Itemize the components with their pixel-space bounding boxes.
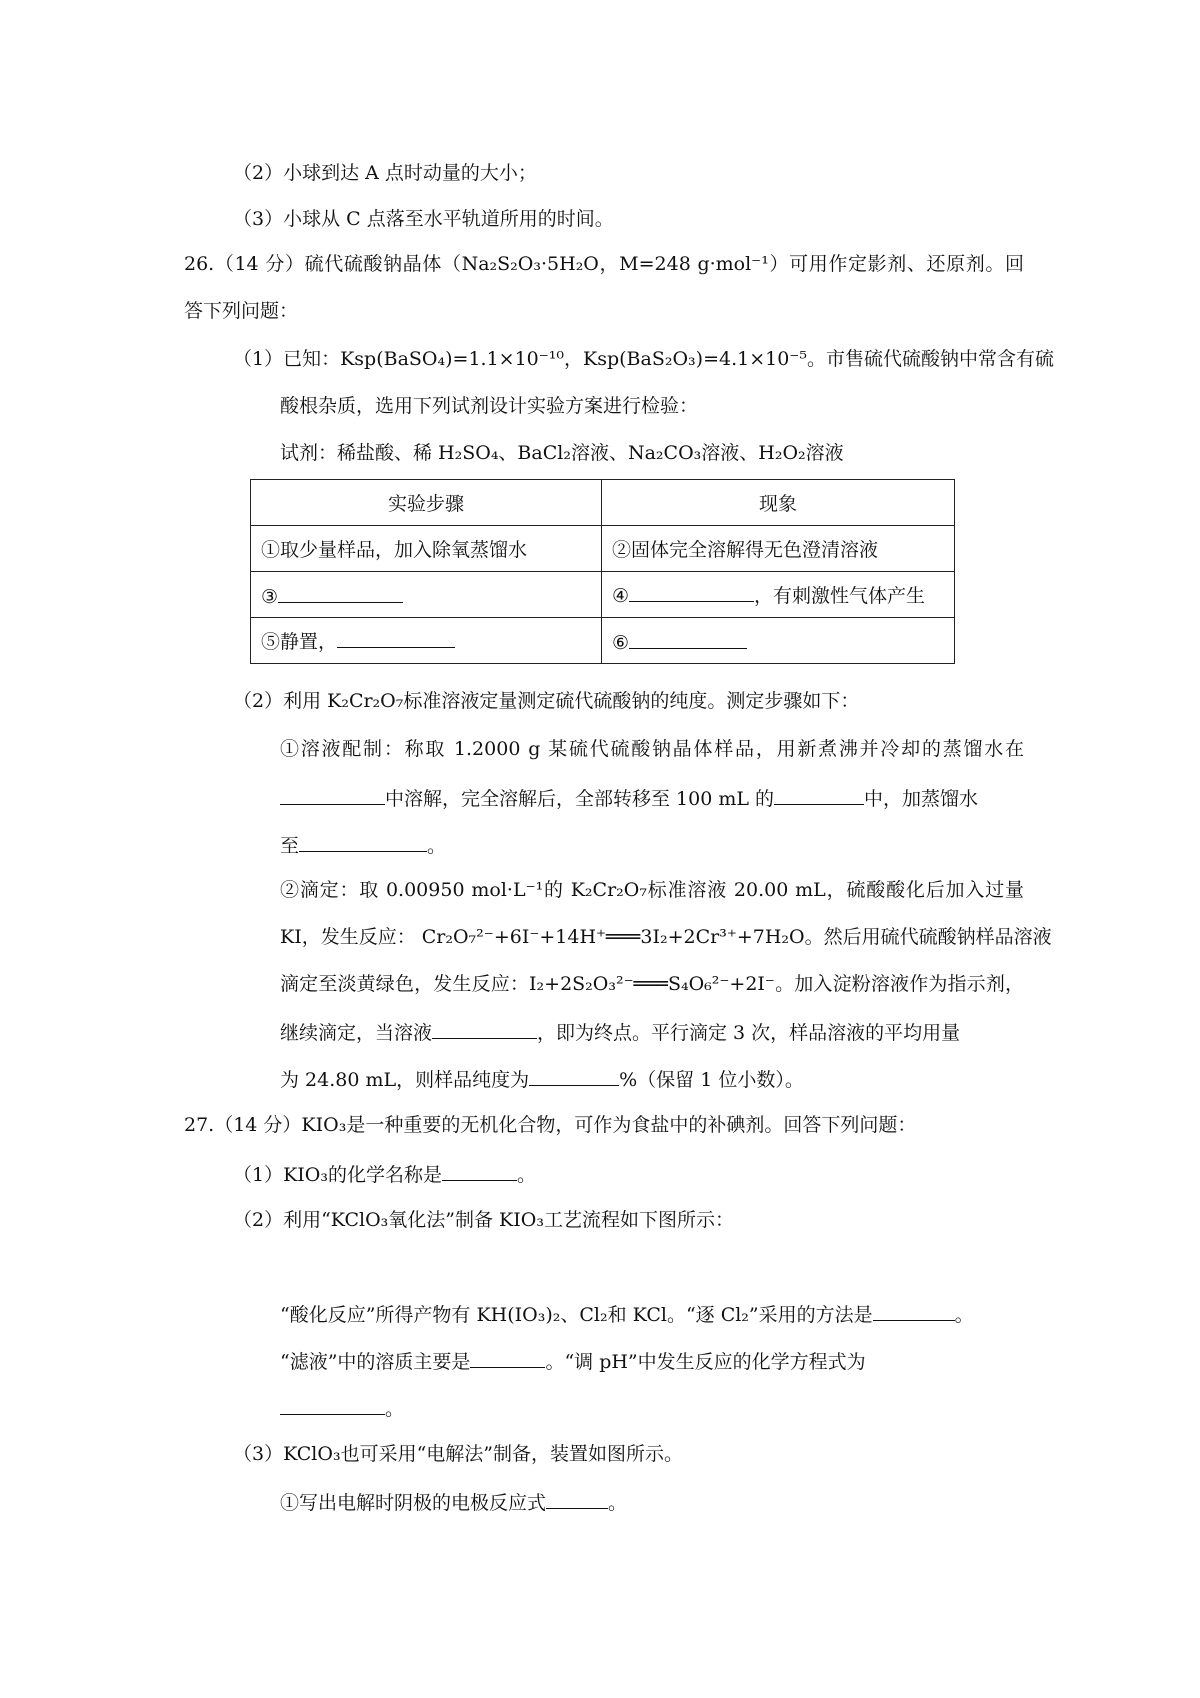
table-cell: ①取少量样品，加入除氧蒸馏水 bbox=[251, 526, 602, 572]
q25-part3: （3）小球从 C 点落至水平轨道所用的时间。 bbox=[233, 208, 614, 230]
experiment-table bbox=[250, 479, 955, 664]
q27-p2-l1-text-a: “酸化反应”所得产物有 KH(IO₃)₂、Cl₂和 KCl。“逐 Cl₂”采用的方法是 bbox=[280, 1304, 873, 1326]
q26-part2-step2-line2: KI，发生反应： Cr₂O₇²⁻+6I⁻+14H⁺═══3I₂+2Cr³⁺+7H₂O。然后用硫代硫酸钠样品溶液 bbox=[280, 926, 1052, 948]
q27-p3-s1-text-a: ①写出电解时阴极的电极反应式 bbox=[280, 1492, 547, 1514]
table-cell bbox=[602, 618, 955, 664]
table-cell: ②固体完全溶解得无色澄清溶液 bbox=[602, 526, 955, 572]
q26-s2-l4-text-a: 继续滴定，当溶液 bbox=[280, 1022, 433, 1044]
q26-part2-step2-line3: 滴定至淡黄绿色，发生反应：I₂+2S₂O₃²⁻═══S₄O₆²⁻+2I⁻。加入淀粉溶液作为指示剂， bbox=[280, 973, 1024, 995]
q27-part2-line2 bbox=[280, 1347, 866, 1375]
q26-part2-step1-line1: ①溶液配制：称取 1.2000 g 某硫代硫酸钠晶体样品，用新煮沸并冷却的蒸馏水在 bbox=[280, 738, 1024, 760]
q27-part1 bbox=[233, 1160, 536, 1188]
q26-s2-l4-text-b: ，即为终点。平行滴定 3 次，样品溶液的平均用量 bbox=[537, 1022, 961, 1044]
table-cell-suffix: ，有刺激性气体产生 bbox=[754, 585, 926, 607]
q26-part2-step2-line5 bbox=[280, 1065, 804, 1093]
q27-p2-l2-text-a: “滤液”中的溶质主要是 bbox=[280, 1351, 471, 1373]
q26-s1-l3-text-a: 至 bbox=[280, 835, 300, 857]
answer-blank[interactable] bbox=[470, 1347, 545, 1368]
answer-blank[interactable] bbox=[774, 784, 864, 805]
answer-blank[interactable] bbox=[442, 1160, 517, 1181]
q26-s1-l3-text-b: 。 bbox=[427, 835, 447, 857]
table-row bbox=[251, 572, 955, 618]
table-row bbox=[251, 618, 955, 664]
q26-part2-line1: （2）利用 K₂Cr₂O₇标准溶液定量测定硫代硫酸钠的纯度。测定步骤如下： bbox=[233, 690, 860, 712]
q27-p1-text-a: （1）KIO₃的化学名称是 bbox=[233, 1164, 442, 1186]
q26-s2-l5-text-a: 为 24.80 mL，则样品纯度为 bbox=[280, 1069, 530, 1091]
answer-blank[interactable] bbox=[629, 628, 747, 649]
q26-stem-line1: 26.（14 分）硫代硫酸钠晶体（Na₂S₂O₃·5H₂O，M=248 g·mol⁻¹）可用作定影剂、还原剂。回 bbox=[184, 253, 1024, 275]
answer-blank[interactable] bbox=[629, 581, 754, 602]
q26-s2-l5-text-b: %（保留 1 位小数）。 bbox=[619, 1069, 804, 1091]
table-cell bbox=[251, 618, 602, 664]
answer-blank[interactable] bbox=[299, 831, 427, 852]
q25-part2: （2）小球到达 A 点时动量的大小； bbox=[233, 162, 537, 184]
q27-part2: （2）利用“KClO₃氧化法”制备 KIO₃工艺流程如下图所示： bbox=[233, 1209, 734, 1231]
table-header-phenomenon: 现象 bbox=[602, 480, 955, 526]
table-cell bbox=[602, 572, 955, 618]
q27-p2-l1-text-b: 。 bbox=[954, 1304, 974, 1326]
answer-blank[interactable] bbox=[546, 1488, 608, 1509]
table-cell-text: ④ bbox=[612, 585, 630, 607]
answer-blank[interactable] bbox=[432, 1018, 537, 1039]
q27-part2-line3 bbox=[280, 1394, 404, 1422]
q27-part3: （3）KClO₃也可采用“电解法”制备，装置如图所示。 bbox=[233, 1443, 684, 1465]
table-row bbox=[251, 526, 955, 572]
answer-blank[interactable] bbox=[278, 582, 403, 603]
q26-part2-step1-line3 bbox=[280, 831, 446, 859]
answer-blank[interactable] bbox=[337, 627, 455, 648]
q27-p3-s1-text-b: 。 bbox=[608, 1492, 628, 1514]
table-cell bbox=[251, 572, 602, 618]
q26-reagents: 试剂：稀盐酸、稀 H₂SO₄、BaCl₂溶液、Na₂CO₃溶液、H₂O₂溶液 bbox=[280, 442, 844, 464]
table-cell-text: ③ bbox=[261, 585, 279, 608]
q26-part1-line2: 酸根杂质，选用下列试剂设计实验方案进行检验： bbox=[280, 395, 699, 417]
q26-part1-line1: （1）已知：Ksp(BaSO₄)=1.1×10⁻¹⁰，Ksp(BaS₂O₃)=4.1×10⁻⁵。市售硫代硫酸钠中常含有硫 bbox=[233, 348, 1054, 370]
answer-blank[interactable] bbox=[280, 1394, 385, 1415]
answer-blank[interactable] bbox=[529, 1065, 619, 1086]
q26-part2-step1-line2 bbox=[280, 784, 978, 812]
q26-part2-step2-line1: ②滴定：取 0.00950 mol·L⁻¹的 K₂Cr₂O₇标准溶液 20.00 mL，硫酸酸化后加入过量 bbox=[280, 879, 1024, 901]
q26-s1-l2-text-a: 中溶解，完全溶解后，全部转移至 100 mL 的 bbox=[385, 788, 775, 810]
q27-p1-text-b: 。 bbox=[516, 1164, 536, 1186]
q26-s1-l2-text-b: 中，加蒸馏水 bbox=[864, 788, 979, 810]
answer-blank[interactable] bbox=[280, 784, 385, 805]
q27-part2-line1 bbox=[280, 1300, 974, 1328]
answer-blank[interactable] bbox=[873, 1300, 955, 1321]
q27-p2-l2-text-b: 。“调 pH”中发生反应的化学方程式为 bbox=[545, 1351, 866, 1373]
table-header-row bbox=[251, 480, 955, 526]
table-header-step: 实验步骤 bbox=[251, 480, 602, 526]
q27-p2-l3-text-b: 。 bbox=[385, 1398, 405, 1420]
table-cell-text: ⑤静置， bbox=[261, 631, 338, 653]
q27-stem: 27.（14 分）KIO₃是一种重要的无机化合物，可作为食盐中的补碘剂。回答下列问题： bbox=[184, 1114, 917, 1136]
table-cell-text: ⑥ bbox=[612, 631, 630, 654]
q26-part2-step2-line4 bbox=[280, 1018, 960, 1046]
q27-part3-step1 bbox=[280, 1488, 627, 1516]
q26-stem-line2: 答下列问题： bbox=[184, 300, 299, 322]
